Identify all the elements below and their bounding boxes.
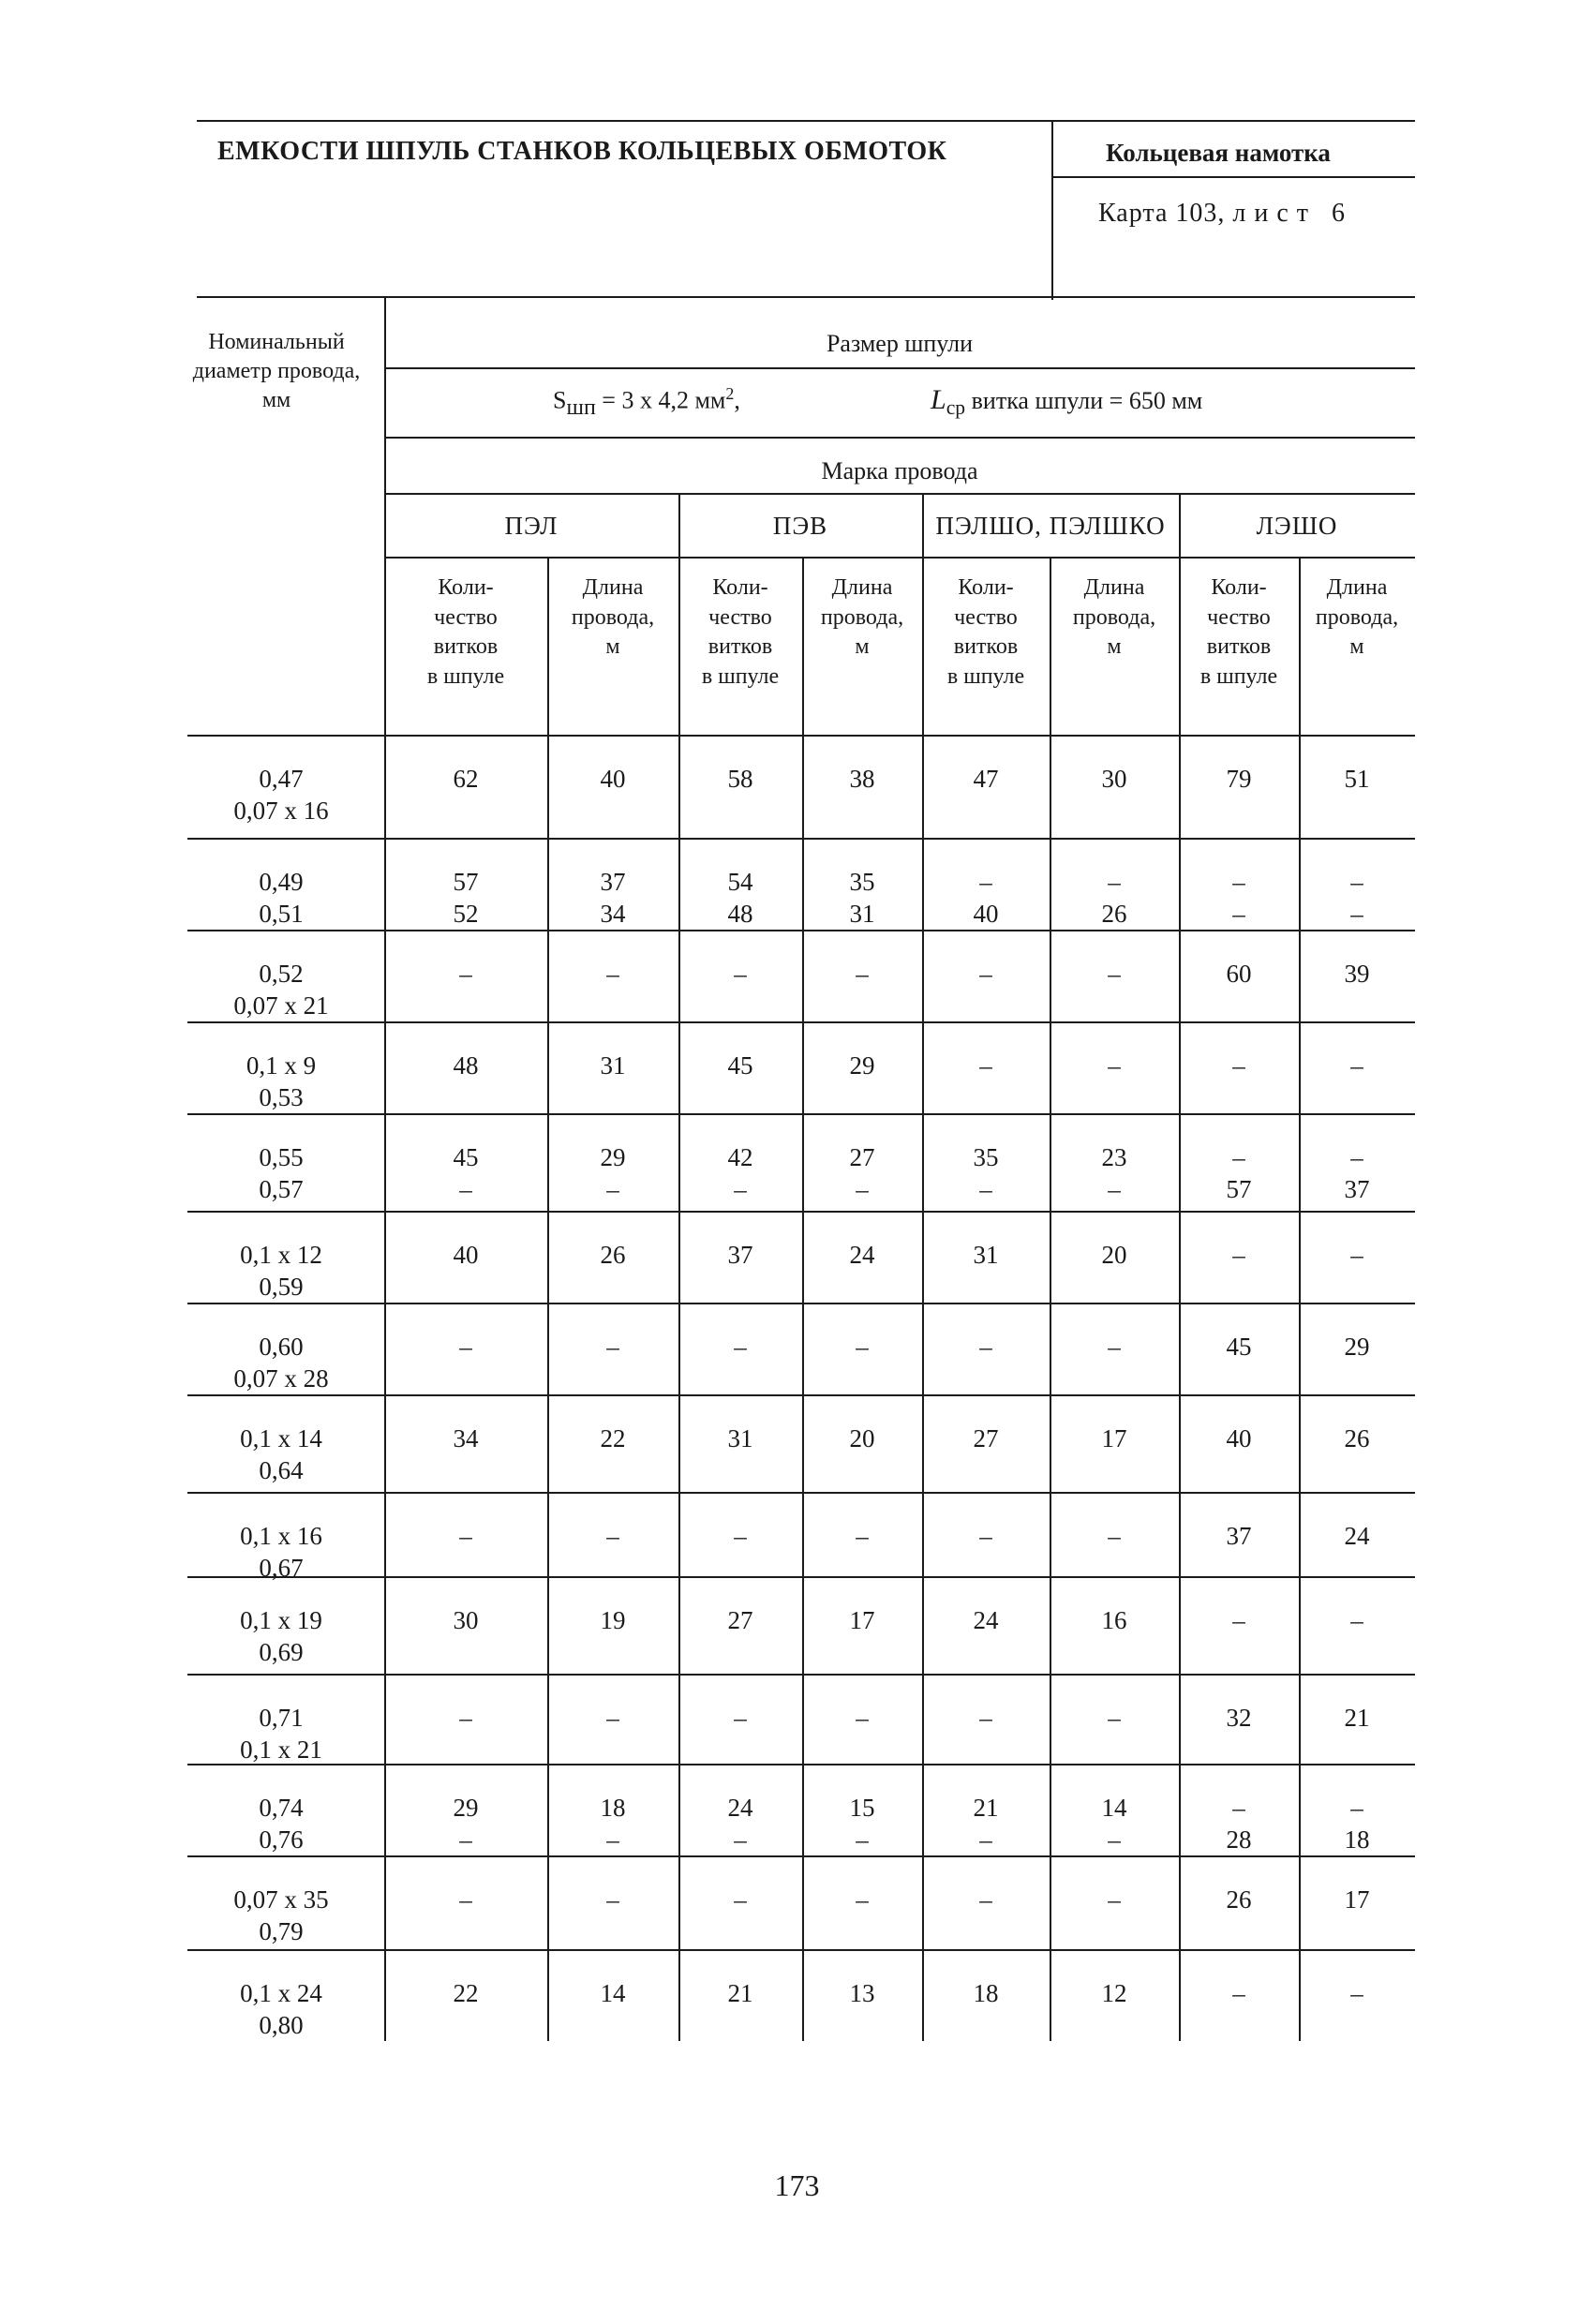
wire-length-cell: – xyxy=(1350,1606,1363,1634)
wire-length-cell: – xyxy=(856,960,869,988)
wire-length-cell: – xyxy=(1108,1885,1121,1914)
turns-count-cell: – xyxy=(459,1885,472,1914)
diameter-cell: 0,55 0,57 xyxy=(259,1143,304,1203)
turns-count-cell: 24 xyxy=(973,1606,999,1634)
row-separator xyxy=(187,1021,1415,1023)
wire-length-cell: – xyxy=(856,1704,869,1732)
wire-length-cell: 35 31 xyxy=(849,868,875,928)
row-separator xyxy=(187,1674,1415,1676)
turns-count-cell: 31 xyxy=(973,1241,999,1269)
wire-length-cell: – xyxy=(856,1522,869,1550)
diameter-column-header: Номинальный диаметр провода, мм xyxy=(192,330,361,413)
wire-length-cell: 13 xyxy=(849,1979,875,2007)
turns-count-cell: – xyxy=(459,960,472,988)
wire-length-cell: 21 xyxy=(1344,1704,1370,1732)
turns-count-cell: 79 xyxy=(1226,765,1252,793)
wire-length-cell: 23 – xyxy=(1101,1143,1127,1203)
turns-count-cell: 35 – xyxy=(973,1143,999,1203)
wire-length-cell: 26 xyxy=(1344,1424,1370,1452)
diameter-cell: 0,1 х 24 0,80 xyxy=(240,1979,322,2039)
turns-count-cell: 47 xyxy=(973,765,999,793)
s-exponent: 2 xyxy=(725,384,735,403)
wire-length-cell: 26 xyxy=(600,1241,626,1269)
turns-count-cell: – – xyxy=(1232,868,1245,928)
wire-length-cell: 20 xyxy=(1101,1241,1127,1269)
brand-header-pel: ПЭЛ xyxy=(504,512,559,540)
diameter-cell: 0,1 х 14 0,64 xyxy=(240,1424,322,1484)
turns-count-cell: 40 xyxy=(453,1241,479,1269)
brand-header-rule xyxy=(384,493,1415,495)
wire-length-cell: 18 – xyxy=(600,1794,626,1854)
wire-length-cell: 17 xyxy=(849,1606,875,1634)
wire-length-cell: – xyxy=(606,960,619,988)
section-name: Кольцевая намотка xyxy=(1106,139,1331,167)
row-separator xyxy=(187,1576,1415,1578)
diameter-cell: 0,07 х 35 0,79 xyxy=(233,1885,329,1945)
wire-length-cell: – xyxy=(1350,1241,1363,1269)
turns-count-header: Коли- чество витков в шпуле xyxy=(946,575,1025,690)
turns-count-header: Коли- чество витков в шпуле xyxy=(426,575,505,690)
turns-count-cell: 57 52 xyxy=(453,868,479,928)
row-separator xyxy=(187,1303,1415,1304)
turns-count-cell: 24 – xyxy=(727,1794,753,1854)
turns-count-cell: – xyxy=(734,960,747,988)
turns-count-cell: 62 xyxy=(453,765,479,793)
wire-length-cell: 14 xyxy=(600,1979,626,2007)
turns-count-cell: 22 xyxy=(453,1979,479,2007)
l-subscript: ср xyxy=(946,396,966,420)
wire-length-cell: 14 – xyxy=(1101,1794,1127,1854)
wire-length-cell: 17 xyxy=(1344,1885,1370,1914)
wire-length-cell: – 18 xyxy=(1344,1794,1370,1854)
turns-count-cell: – xyxy=(1232,1979,1245,2007)
turns-count-cell: 48 xyxy=(453,1051,479,1080)
turns-count-cell: – xyxy=(734,1704,747,1732)
wire-length-cell: – xyxy=(856,1885,869,1914)
brand-header-lesho: ЛЭШО xyxy=(1256,512,1338,540)
wire-length-cell: 39 xyxy=(1344,960,1370,988)
wire-length-cell: 30 xyxy=(1101,765,1127,793)
subheader-rule xyxy=(384,557,1415,559)
wire-length-cell: 27 – xyxy=(849,1143,875,1203)
wire-length-cell: 31 xyxy=(600,1051,626,1080)
turns-count-cell: – xyxy=(459,1333,472,1361)
turns-count-cell: 45 xyxy=(727,1051,753,1080)
wire-length-cell: 29 – xyxy=(600,1143,626,1203)
turns-count-cell: – 28 xyxy=(1226,1794,1252,1854)
row-separator xyxy=(187,838,1415,840)
turns-count-cell: – xyxy=(1232,1606,1245,1634)
header-card-rule xyxy=(1051,176,1415,178)
formula-rule xyxy=(384,437,1415,439)
wire-length-cell: – xyxy=(606,1333,619,1361)
wire-length-header: Длина провода, м xyxy=(1072,575,1156,660)
wire-length-cell: – 37 xyxy=(1344,1143,1370,1203)
wire-length-cell: 29 xyxy=(1344,1333,1370,1361)
diameter-cell: 0,49 0,51 xyxy=(259,868,304,928)
row-separator xyxy=(187,1492,1415,1494)
turns-count-cell: – xyxy=(1232,1051,1245,1080)
diameter-cell: 0,1 х 16 0,67 xyxy=(240,1522,322,1582)
turns-count-cell: 26 xyxy=(1226,1885,1252,1914)
card-number: Карта 103, xyxy=(1098,199,1226,228)
diameter-cell: 0,1 х 9 0,53 xyxy=(246,1051,317,1111)
wire-length-cell: – xyxy=(1108,1522,1121,1550)
size-header: Размер шпули xyxy=(826,330,974,357)
wire-length-cell: – xyxy=(1108,1051,1121,1080)
turns-count-cell: – xyxy=(979,1885,992,1914)
wire-length-cell: – xyxy=(606,1885,619,1914)
turns-count-cell: 37 xyxy=(727,1241,753,1269)
turns-count-cell: – xyxy=(979,1522,992,1550)
card-reference xyxy=(1098,199,1353,229)
spool-section-formula xyxy=(553,384,740,421)
row-separator xyxy=(187,1113,1415,1115)
brand-header: Марка провода xyxy=(821,457,978,484)
turns-count-cell: 58 xyxy=(727,765,753,793)
page-number: 173 xyxy=(774,2168,820,2202)
wire-length-cell: 29 xyxy=(849,1051,875,1080)
diameter-cell: 0,74 0,76 xyxy=(259,1794,304,1854)
s-value: = 3 х 4,2 мм xyxy=(602,386,726,414)
turns-count-cell: – xyxy=(734,1885,747,1914)
wire-length-header: Длина провода, м xyxy=(571,575,655,660)
header-bottom-rule xyxy=(197,296,1415,298)
wire-length-cell: – 26 xyxy=(1101,868,1127,928)
header-end-rule xyxy=(187,735,1415,737)
turns-count-cell: 60 xyxy=(1226,960,1252,988)
row-separator xyxy=(187,1949,1415,1951)
turns-count-cell: – xyxy=(979,1704,992,1732)
turns-count-cell: 32 xyxy=(1226,1704,1252,1732)
turns-count-cell: 54 48 xyxy=(727,868,753,928)
l-text: витка шпули = 650 мм xyxy=(971,387,1203,414)
turns-count-cell: – xyxy=(979,960,992,988)
turns-count-cell: – xyxy=(459,1704,472,1732)
wire-length-cell: – xyxy=(606,1522,619,1550)
turns-count-cell: – 40 xyxy=(973,868,999,928)
wire-length-cell: 24 xyxy=(1344,1522,1370,1550)
turns-count-cell: 45 xyxy=(1226,1333,1252,1361)
s-subscript: шп xyxy=(566,395,596,420)
turns-count-cell: 30 xyxy=(453,1606,479,1634)
wire-length-cell: 15 – xyxy=(849,1794,875,1854)
wire-length-cell: – xyxy=(1108,960,1121,988)
turns-count-cell: – xyxy=(979,1333,992,1361)
turns-count-cell: – xyxy=(734,1333,747,1361)
turns-count-cell: 21 xyxy=(727,1979,753,2007)
turns-count-cell: 31 xyxy=(727,1424,753,1452)
wire-length-cell: 12 xyxy=(1101,1979,1127,2007)
wire-length-cell: – xyxy=(1350,1051,1363,1080)
wire-length-cell: – xyxy=(1350,1979,1363,2007)
brand-header-pelsho: ПЭЛШО, ПЭЛШКО xyxy=(935,512,1166,540)
wire-length-cell: 24 xyxy=(849,1241,875,1269)
row-separator xyxy=(187,1394,1415,1396)
turns-count-cell: 21 – xyxy=(973,1794,999,1854)
row-separator xyxy=(187,1211,1415,1213)
wire-length-cell: 22 xyxy=(600,1424,626,1452)
row-separator xyxy=(187,930,1415,931)
wire-length-cell: – xyxy=(1108,1333,1121,1361)
header-divider xyxy=(1051,120,1053,300)
wire-length-cell: 37 34 xyxy=(600,868,626,928)
diameter-cell: 0,1 х 12 0,59 xyxy=(240,1241,322,1301)
wire-length-header: Длина провода, м xyxy=(1315,575,1399,660)
wire-length-cell: 17 xyxy=(1101,1424,1127,1452)
turns-count-cell: – 57 xyxy=(1226,1143,1252,1203)
wire-length-cell: 20 xyxy=(849,1424,875,1452)
wire-length-cell: – xyxy=(856,1333,869,1361)
wire-length-cell: 51 xyxy=(1344,765,1370,793)
turns-count-cell: 45 – xyxy=(453,1143,479,1203)
turns-count-cell: – xyxy=(459,1522,472,1550)
s-comma: , xyxy=(734,386,740,414)
wire-length-cell: 16 xyxy=(1101,1606,1127,1634)
diameter-cell: 0,60 0,07 х 28 xyxy=(233,1333,329,1393)
wire-length-cell: 40 xyxy=(600,765,626,793)
diameter-cell: 0,71 0,1 х 21 xyxy=(240,1704,322,1764)
turns-count-cell: 37 xyxy=(1226,1522,1252,1550)
row-separator xyxy=(187,1764,1415,1765)
turns-count-cell: – xyxy=(1232,1241,1245,1269)
wire-length-cell: – – xyxy=(1350,868,1363,928)
wire-length-cell: – xyxy=(606,1704,619,1732)
turns-count-cell: 27 xyxy=(973,1424,999,1452)
sheet-number: лист 6 xyxy=(1232,199,1353,228)
brand-header-pev: ПЭВ xyxy=(772,512,828,540)
diameter-cell: 0,47 0,07 х 16 xyxy=(233,765,329,825)
turns-count-cell: 29 – xyxy=(453,1794,479,1854)
diameter-cell: 0,52 0,07 х 21 xyxy=(233,960,329,1020)
wire-length-cell: 19 xyxy=(600,1606,626,1634)
wire-length-cell: 38 xyxy=(849,765,875,793)
s-symbol: S xyxy=(553,386,567,414)
turns-count-cell: 27 xyxy=(727,1606,753,1634)
turns-count-cell: 40 xyxy=(1226,1424,1252,1452)
turns-count-cell: 34 xyxy=(453,1424,479,1452)
turns-count-header: Коли- чество витков в шпуле xyxy=(1199,575,1278,690)
turns-count-cell: – xyxy=(734,1522,747,1550)
turns-count-cell: 18 xyxy=(973,1979,999,2007)
row-separator xyxy=(187,1855,1415,1857)
wire-length-header: Длина провода, м xyxy=(820,575,904,660)
diameter-cell: 0,1 х 19 0,69 xyxy=(240,1606,322,1666)
turns-count-cell: 42 – xyxy=(727,1143,753,1203)
size-header-rule xyxy=(384,367,1415,369)
turns-count-cell: – xyxy=(979,1051,992,1080)
turn-length-formula xyxy=(931,384,1202,420)
turns-count-header: Коли- чество витков в шпуле xyxy=(701,575,780,690)
l-symbol: L xyxy=(931,384,946,415)
document-title: ЕМКОСТИ ШПУЛЬ СТАНКОВ КОЛЬЦЕВЫХ ОБМОТОК xyxy=(217,137,947,166)
header-top-rule xyxy=(197,120,1415,122)
wire-length-cell: – xyxy=(1108,1704,1121,1732)
